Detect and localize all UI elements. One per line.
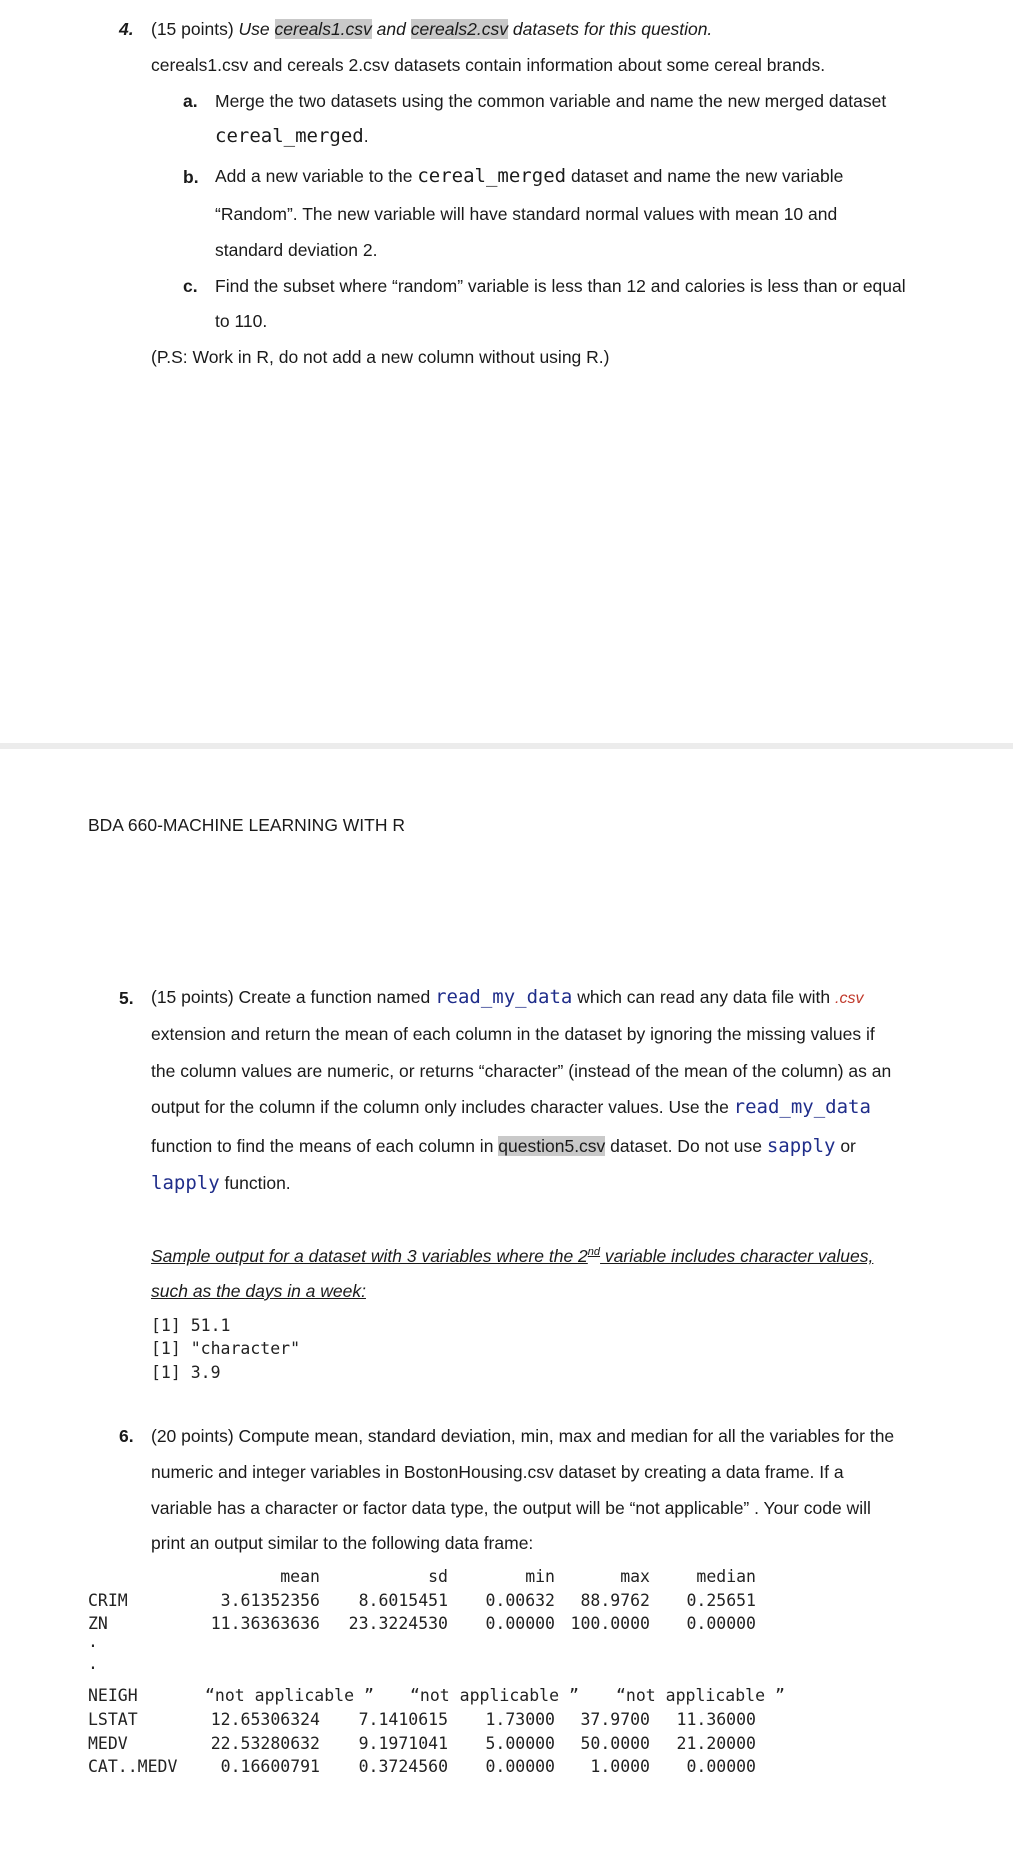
q4-file1: cereals1.csv [274,19,372,39]
q4-b-code: cereal_merged [417,165,567,187]
col-header-mean: mean [280,1567,320,1586]
q6-number: 6. [119,1426,134,1446]
col-header-min: min [525,1567,555,1586]
q4-c-label: c. [183,276,198,296]
cell-max: 37.9700 [580,1710,650,1729]
cell-median: 0.00000 [686,1614,756,1633]
cell-mean: 11.36363636 [210,1614,320,1633]
row-name: NEIGH [88,1686,138,1705]
q5-number: 5. [119,988,134,1008]
cell-not-applicable: “not applicable ” [616,1686,785,1705]
col-header-max: max [620,1567,650,1586]
q4-number: 4. [119,19,134,39]
q4-b-line1: Add a new variable to the cereal_merged dataset and name the new variable [215,165,844,187]
row-name: CAT..MEDV [88,1757,178,1776]
cell-mean: 0.16600791 [220,1757,320,1776]
cell-sd: 7.1410615 [358,1710,448,1729]
col-header-sd: sd [428,1567,448,1586]
q4-note: (P.S: Work in R, do not add a new column without using R.) [151,347,610,367]
q4-a-label: a. [183,91,198,111]
q5-lapply: lapply [151,1172,220,1194]
row-name: MEDV [88,1734,128,1753]
course-header: BDA 660-MACHINE LEARNING WITH R [88,815,405,835]
cell-max: 88.9762 [580,1591,650,1610]
cell-sd: 0.3724560 [358,1757,448,1776]
ellipsis-dot: . [88,1632,98,1651]
cell-median: 21.20000 [676,1734,756,1753]
q4-b-line2: “Random”. The new variable will have standard normal values with mean 10 and [215,204,838,224]
q5-file: question5.csv [498,1136,606,1156]
q4-a-code: cereal_merged [215,125,364,147]
q4-c-line2: to 110. [215,311,268,331]
q5-output-line: [1] 3.9 [151,1363,221,1382]
q4-b-line3: standard deviation 2. [215,240,378,260]
cell-not-applicable: “not applicable ” [410,1686,579,1705]
q5-line1: (15 points) Create a function named read_my_data which can read any data file with .csv [151,986,864,1008]
cell-min: 0.00000 [485,1614,555,1633]
row-name: ZN [88,1614,108,1633]
q5-output-line: [1] 51.1 [151,1316,231,1335]
row-name: CRIM [88,1591,128,1610]
cell-min: 0.00632 [485,1591,555,1610]
q4-file2: cereals2.csv [410,19,508,39]
cell-sd: 8.6015451 [358,1591,448,1610]
q6-line3: variable has a character or factor data type, the output will be “not applicable” . Your code will [151,1498,871,1518]
row-name: LSTAT [88,1710,138,1729]
cell-median: 11.36000 [676,1710,756,1729]
col-header-median: median [696,1567,756,1586]
cell-not-applicable: “not applicable ” [205,1686,374,1705]
q4-c-line1: Find the subset where “random” variable is less than 12 and calories is less than or equal [215,276,906,296]
cell-max: 50.0000 [580,1734,650,1753]
cell-median: 0.00000 [686,1757,756,1776]
q5-line2: extension and return the mean of each column in the dataset by ignoring the missing values if [151,1024,875,1044]
cell-mean: 12.65306324 [210,1710,320,1729]
q5-sample-line2: such as the days in a week: [151,1281,366,1301]
q5-line3: the column values are numeric, or returns “character” (instead of the mean of the column) as an [151,1061,892,1081]
q5-func-name: read_my_data [435,986,573,1008]
q4-b-label: b. [183,167,199,187]
q5-ext: .csv [835,990,864,1007]
q5-func-name-2: read_my_data [733,1096,871,1118]
q4-intro: (15 points) Use cereals1.csv and cereals2.csv datasets for this question. [151,19,713,39]
q6-line1: (20 points) Compute mean, standard deviation, min, max and median for all the variables for the [151,1426,895,1446]
cell-mean: 22.53280632 [210,1734,320,1753]
q5-output-line: [1] "character" [151,1339,301,1358]
q4-description: cereals1.csv and cereals 2.csv datasets contain information about some cereal brands. [151,55,826,75]
cell-min: 1.73000 [485,1710,555,1729]
q5-line6: lapply function. [151,1172,291,1194]
cell-mean: 3.61352356 [220,1591,320,1610]
page-1 [0,0,1013,743]
cell-sd: 23.3224530 [348,1614,448,1633]
q4-a-code-line: cereal_merged. [215,125,369,147]
q5-line5: function to find the means of each column in question5.csv dataset. Do not use sapply or [151,1135,856,1157]
q5-sample-line1: Sample output for a dataset with 3 variables where the 2nd variable includes character values, [151,1246,874,1266]
cell-median: 0.25651 [686,1591,756,1610]
q5-line4: output for the column if the column only includes character values. Use the read_my_data [151,1096,871,1118]
cell-sd: 9.1971041 [358,1734,448,1753]
q4-a-text: Merge the two datasets using the common variable and name the new merged dataset [215,91,887,111]
cell-min: 0.00000 [485,1757,555,1776]
q5-sapply: sapply [766,1135,836,1157]
page-2 [0,749,1013,1873]
q6-line4: print an output similar to the following data frame: [151,1533,534,1553]
cell-max: 100.0000 [570,1614,650,1633]
cell-max: 1.0000 [590,1757,650,1776]
q6-line2: numeric and integer variables in BostonHousing.csv dataset by creating a data frame. If a [151,1462,844,1482]
ellipsis-dot: . [88,1654,98,1673]
cell-min: 5.00000 [485,1734,555,1753]
